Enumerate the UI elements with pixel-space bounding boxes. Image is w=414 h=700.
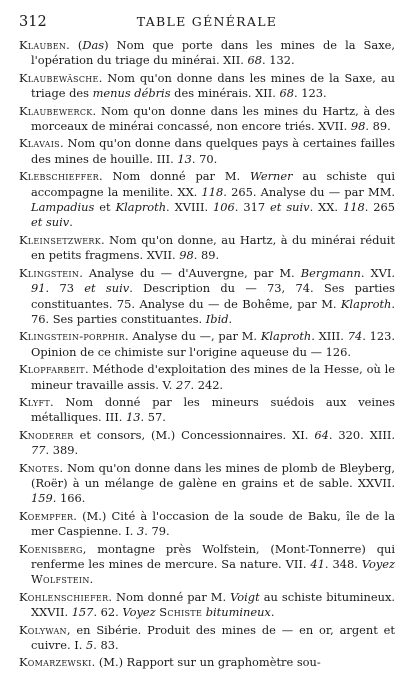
entry-text: au schiste qui accompagne la menilite. XX. bbox=[31, 169, 395, 199]
entry-text: . bbox=[270, 605, 275, 620]
entry-text: . 242. bbox=[190, 377, 224, 392]
entry-text: . Nom qu'on donne dans les mines du Hartz, à des morceaux de minérai concassé, non encore triés. XVII. bbox=[31, 103, 395, 134]
entry-text: . Description du — 73, 74. Ses parties constituantes. 75. Analyse du — de Bohême, par M. bbox=[31, 281, 395, 311]
index-entry bbox=[19, 509, 395, 540]
entry-text: et bbox=[94, 200, 116, 215]
index-entry bbox=[19, 71, 395, 102]
page-number: 312 bbox=[19, 14, 47, 30]
entry-text: . Nom qu'on donne, au Hartz, à du minérai réduit en petits fragmens. XVII. bbox=[31, 232, 395, 263]
index-entry bbox=[19, 623, 395, 654]
entry-italic-text: et suiv bbox=[31, 215, 70, 230]
entry-text: . XX. bbox=[309, 200, 343, 215]
entry-headword: Knotes bbox=[19, 460, 60, 475]
entry-italic-text: et suiv bbox=[270, 200, 310, 215]
entry-text: . 123. Opinion de ce chimiste sur l'origine aqueuse du — 126. bbox=[31, 329, 395, 359]
entry-italic-text: bitumineux bbox=[205, 605, 271, 620]
entry-text: . Nom donné par les mineurs suédois aux veines métalliques. III. bbox=[31, 394, 395, 425]
entry-headword: Klingstein bbox=[19, 265, 80, 280]
entry-text: . 76. Ses parties constituantes. bbox=[31, 296, 395, 326]
entry-text: au schiste bitumineux. XXVII. bbox=[31, 589, 395, 620]
entry-italic-text: 91 bbox=[31, 281, 46, 296]
index-entry bbox=[19, 362, 395, 393]
entry-text: . 317 bbox=[234, 200, 271, 215]
entry-headword: Knoderer bbox=[19, 427, 74, 442]
entry-italic-text: 13 bbox=[177, 151, 192, 166]
index-entry bbox=[19, 329, 395, 360]
entry-italic-text: 98 bbox=[179, 248, 194, 263]
index-entry bbox=[19, 233, 395, 264]
entry-text: . 57. bbox=[140, 410, 166, 425]
entry-headword: Komarzewski bbox=[19, 655, 92, 670]
entry-text: . bbox=[228, 311, 233, 326]
entry-text: . Nom qu'on donne dans les mines de la Saxe, au triage des bbox=[31, 70, 395, 101]
index-entry bbox=[19, 169, 395, 231]
index-entry bbox=[19, 395, 395, 426]
entry-italic-text: Voigt bbox=[230, 589, 260, 604]
entry-text: . Nom qu'on donne dans quelques pays à certaines failles des mines de houille. III. bbox=[31, 136, 395, 166]
entry-italic-text: 64 bbox=[314, 427, 329, 442]
running-title: TABLE GÉNÉRALE bbox=[136, 14, 278, 29]
entry-text: . 166. bbox=[52, 491, 86, 506]
entry-headword: Koempfer bbox=[19, 508, 74, 523]
index-entry bbox=[19, 461, 395, 507]
entry-headword: Klingstein-porphir bbox=[19, 329, 125, 344]
entry-text: . 79. bbox=[144, 524, 170, 539]
entry-italic-text: 41 bbox=[310, 557, 325, 571]
entry-italic-text: Voyez bbox=[122, 605, 156, 620]
entry-italic-text: Lampadius bbox=[31, 200, 95, 215]
entry-text: . ( bbox=[66, 38, 83, 52]
entry-text: . 265 bbox=[364, 200, 396, 215]
entry-italic-text: Voyez bbox=[361, 557, 396, 571]
entry-text: . (M.) Cité à l'occasion de la soude de Baku, île de la mer Caspienne. I. bbox=[31, 508, 395, 539]
index-entry bbox=[19, 590, 395, 621]
entry-headword: Klebschieffer bbox=[19, 169, 99, 184]
entry-text: des minérais. XII. bbox=[170, 86, 280, 101]
entry-headword: Klavais bbox=[19, 136, 60, 151]
entry-headword: Koenisberg bbox=[19, 541, 83, 556]
entry-text: . Analyse du — d'Auvergne, par M. bbox=[79, 265, 301, 280]
entry-text: . 123. bbox=[294, 86, 327, 101]
entry-italic-text: 77 bbox=[31, 443, 46, 458]
entry-italic-text: et suiv bbox=[84, 281, 130, 296]
entry-italic-text: menus débris bbox=[92, 86, 171, 101]
entry-headword: Wolfstein bbox=[31, 572, 90, 587]
entry-text: . 70. bbox=[191, 151, 218, 166]
entry-text: . 83. bbox=[93, 638, 119, 653]
page-header bbox=[19, 14, 395, 38]
entry-headword: Schiste bbox=[159, 605, 203, 620]
entry-italic-text: Klaproth bbox=[260, 329, 312, 344]
index-entry bbox=[19, 136, 395, 167]
index-entry bbox=[19, 38, 395, 69]
entry-headword: Klaubewerck bbox=[19, 103, 93, 118]
entry-text: . 62. bbox=[93, 605, 123, 620]
entry-headword: Kolywan bbox=[19, 622, 67, 637]
entry-italic-text: 106 bbox=[213, 200, 235, 215]
entry-text: . 389. bbox=[45, 443, 79, 458]
entry-italic-text: Bergmann bbox=[300, 265, 361, 280]
index-entry bbox=[19, 542, 395, 588]
entry-italic-text: Ibid bbox=[205, 311, 229, 326]
entry-text: . 265. Analyse du — par MM. bbox=[223, 184, 395, 199]
entry-italic-text: Klaproth bbox=[340, 296, 392, 311]
entry-italic-text: 27 bbox=[175, 377, 191, 392]
entry-headword: Klyft bbox=[19, 394, 50, 409]
entry-text: . Nom donné par M. bbox=[108, 589, 231, 604]
entry-italic-text: 68 bbox=[247, 53, 263, 68]
entry-text: . 89. bbox=[193, 248, 220, 263]
entry-italic-text: 68 bbox=[279, 86, 295, 101]
entry-text: . bbox=[69, 215, 73, 230]
entry-text: ) Nom que porte dans les mines de la Saxe, l'opération du triage du minérai. XII. bbox=[31, 38, 395, 68]
entry-italic-text: 3 bbox=[137, 524, 145, 539]
entry-text: . XIII. bbox=[311, 329, 348, 344]
index-entries bbox=[19, 38, 395, 671]
entry-text: . Méthode d'exploitation des mines de la Hesse, où le mineur travaille assis. V. bbox=[31, 362, 395, 392]
entry-italic-text: 118 bbox=[201, 184, 224, 199]
entry-text: . 348. bbox=[324, 557, 362, 571]
entry-italic-text: Das bbox=[82, 38, 105, 52]
entry-italic-text: 98 bbox=[350, 119, 366, 134]
entry-headword: Kleinsetzwerk bbox=[19, 232, 101, 247]
entry-text: . (M.) Rapport sur un graphomètre sou- bbox=[91, 655, 321, 670]
entry-text: . 73 bbox=[45, 281, 85, 296]
entry-italic-text: 118 bbox=[342, 200, 365, 215]
entry-text: . XVI. bbox=[360, 265, 395, 280]
entry-text: . 132. bbox=[262, 53, 295, 68]
entry-italic-text: 13 bbox=[126, 410, 141, 425]
entry-italic-text: 74 bbox=[347, 329, 363, 344]
entry-text: . Analyse du —, par M. bbox=[124, 329, 261, 344]
entry-text: . bbox=[89, 572, 94, 587]
entry-italic-text: 159 bbox=[31, 491, 53, 506]
entry-text: , montagne près Wolfstein, (Mont-Tonnerre) qui renferme les mines de mercure. Sa nature. VII. bbox=[31, 541, 395, 571]
index-entry bbox=[19, 428, 395, 459]
entry-text: . 320. XIII. bbox=[328, 427, 395, 442]
entry-text: . 89. bbox=[365, 119, 391, 134]
entry-text: et consors, (M.) Concessionnaires. XI. bbox=[73, 427, 315, 442]
entry-headword: Kohlenschiefer bbox=[19, 589, 109, 604]
entry-italic-text: Werner bbox=[250, 169, 293, 184]
entry-italic-text: 157 bbox=[71, 605, 94, 620]
entry-text: . Nom qu'on donne dans les mines de plomb de Bleyberg, (Roër) à un mélange de galène en grains et de sable. XXVII. bbox=[31, 460, 395, 490]
index-entry bbox=[19, 104, 395, 135]
entry-text: . XVIII. bbox=[166, 200, 214, 215]
entry-headword: Klauben bbox=[19, 38, 67, 52]
index-entry bbox=[19, 266, 395, 328]
entry-headword: Klopfarbeit bbox=[19, 362, 85, 377]
entry-italic-text: Klaproth bbox=[115, 200, 167, 215]
entry-text: , en Sibérie. Produit des mines de — en or, argent et cuivre. I. bbox=[31, 622, 395, 653]
entry-headword: Klaubewäsche bbox=[19, 70, 99, 85]
entry-text: . Nom donné par M. bbox=[98, 169, 251, 184]
index-entry bbox=[19, 655, 395, 670]
entry-italic-text: 5 bbox=[85, 638, 94, 653]
